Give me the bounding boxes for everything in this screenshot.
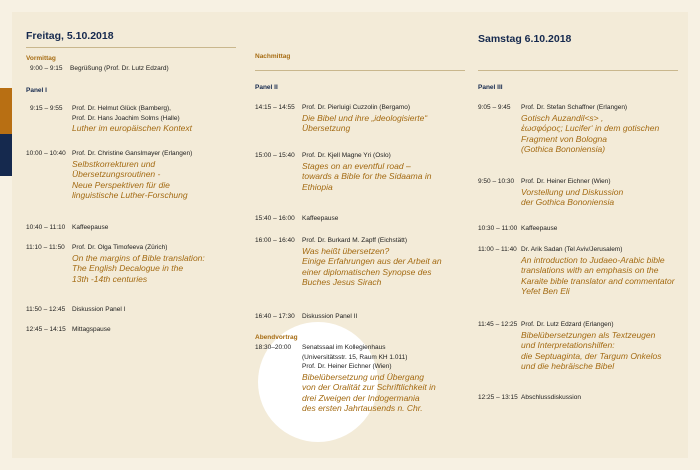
entry-time: 11:50 – 12:45 [26, 306, 66, 313]
entry-time: 11:10 – 11:50 [26, 244, 65, 251]
entry-line: Kaffeepause [521, 225, 558, 232]
entry-line: Prof. Dr. Stefan Schaffner (Erlangen) [521, 104, 628, 111]
talk-title: translations with an emphasis on the [521, 265, 659, 275]
entry-time: 16:40 – 17:30 [255, 313, 295, 320]
entry-time: 16:00 – 16:40 [255, 237, 295, 244]
talk-title: An introduction to Judaeo-Arabic bible [521, 254, 665, 265]
talk-title: Ethiopia [302, 181, 333, 192]
entry-line: Mittagspause [72, 326, 111, 333]
divider [255, 70, 465, 71]
section-nachmittag: Nachmittag [255, 53, 291, 60]
entry-time: 9:15 – 9:55 [30, 105, 63, 112]
divider [26, 47, 236, 48]
entry-line: Prof. Dr. Olga Timofeeva (Zürich) [72, 244, 168, 251]
entry-line: Kaffeepause [302, 215, 339, 222]
entry-time: 15:00 – 15:40 [255, 152, 295, 159]
talk-title: On the margins of Bible translation: [72, 252, 205, 263]
entry-line: Kaffeepause [72, 224, 109, 231]
accent-bar-navy [0, 134, 12, 176]
talk-title: 13th -14th centuries [72, 273, 148, 284]
panel-heading: Panel I [26, 87, 47, 94]
entry-line: Prof. Dr. Burkard M. Zapff (Eichstätt) [302, 237, 407, 244]
talk-title: Gotisch Auzandil<s> , [521, 112, 604, 123]
talk-title: ἑωσφόρος; Lucifer‘ in dem gotischen [521, 123, 660, 133]
talk-title: Einige Erfahrungen aus der Arbeit an [302, 256, 442, 266]
entry-line: Prof. Dr. Heiner Eichner (Wien) [302, 363, 392, 370]
section-vormittag: Vormittag [26, 55, 56, 62]
talk-title: und die hebräische Bibel [521, 361, 615, 371]
talk-title: Fragment von Bologna [521, 133, 607, 144]
entry-line: Prof. Dr. Christine Ganslmayer (Erlangen) [72, 150, 193, 157]
entry-time: 10:30 – 11:00 [478, 225, 518, 232]
accent-bar-orange [0, 88, 12, 134]
entry-time: 10:00 – 10:40 [26, 150, 66, 157]
talk-title: Bibelübersetzungen als Textzeugen [521, 329, 656, 340]
day-heading-friday: Freitag, 5.10.2018 [26, 30, 114, 42]
entry-line: Prof. Dr. Heiner Eichner (Wien) [521, 178, 611, 185]
entry-line: (Universitätsstr. 15, Raum KH 1.011) [302, 353, 408, 361]
talk-title: Selbstkorrekturen und [72, 158, 156, 169]
talk-title: die Septuaginta, der Targum Onkelos [521, 350, 662, 361]
talk-title: Karaite bible translator and commentator [521, 275, 675, 286]
divider [478, 70, 678, 71]
entry-time: 9:00 – 9:15 [30, 65, 63, 72]
talk-title: von der Oralität zur Schriftlichkeit in [302, 382, 436, 392]
entry-time: 9:05 – 9:45 [478, 104, 511, 111]
entry-line: Dr. Arik Sadan (Tel Aviv/Jerusalem) [521, 246, 623, 253]
talk-title: Buches Jesus Sirach [302, 277, 382, 287]
entry-line: Senatssaal im Kollegienhaus [302, 344, 386, 351]
entry-line: Abschlussdiskussion [521, 394, 581, 401]
talk-title: towards a Bible for the Sidaama in [302, 171, 432, 181]
entry-line: Prof. Dr. Pierluigi Cuzzolin (Bergamo) [302, 104, 411, 111]
talk-title: der Gothica Bononiensia [521, 197, 615, 207]
talk-title: Die Bibel und ihre „ideologisierte“ [302, 112, 428, 123]
talk-title: The English Decalogue in the [72, 263, 184, 273]
entry-line: Prof. Dr. Lutz Edzard (Erlangen) [521, 321, 614, 328]
entry-time: 11:45 – 12:25 [478, 321, 518, 328]
talk-title: Stages on an eventful road – [302, 160, 411, 171]
entry-line: Prof. Dr. Hans Joachim Solms (Halle) [72, 114, 180, 122]
talk-title: einer diplomatischen Synopse des [302, 266, 432, 277]
entry-time: 12:45 – 14:15 [26, 326, 66, 333]
entry-line: Begrüßung (Prof. Dr. Lutz Edzard) [70, 65, 169, 72]
day-heading-saturday: Samstag 6.10.2018 [478, 33, 572, 45]
entry-line: Diskussion Panel II [302, 313, 358, 320]
entry-line: Prof. Dr. Helmut Glück (Bamberg), [72, 105, 171, 112]
entry-time: 10:40 – 11:10 [26, 224, 66, 231]
panel-heading: Panel II [255, 84, 278, 91]
talk-title: Luther im europäischen Kontext [72, 123, 193, 133]
entry-time: 18:30–20:00 [255, 344, 292, 351]
talk-title: Vorstellung und Diskussion [521, 186, 624, 197]
talk-title: linguistische Luther-Forschung [72, 190, 188, 200]
talk-title: Übersetzung [302, 123, 351, 133]
entry-line: Diskussion Panel I [72, 306, 126, 313]
talk-title: drei Zweigen der Indogermania [302, 392, 420, 403]
entry-time: 15:40 – 16:00 [255, 215, 295, 222]
entry-line: Prof. Dr. Kjell Magne Yri (Oslo) [302, 152, 391, 159]
talk-title: Bibelübersetzung und Übergang [302, 371, 424, 382]
entry-time: 9:50 – 10:30 [478, 178, 515, 185]
talk-title: Übersetzungsroutinen - [72, 169, 161, 179]
talk-title: Neue Perspektiven für die [72, 179, 170, 190]
talk-title: und Interpretationshilfen: [521, 340, 615, 350]
panel-heading: Panel III [478, 84, 503, 91]
entry-time: 14:15 – 14:55 [255, 104, 295, 111]
talk-title: Was heißt übersetzen? [302, 245, 390, 256]
entry-time: 12:25 – 13:15 [478, 394, 518, 401]
talk-title: (Gothica Bononiensia) [521, 144, 606, 154]
talk-title: Yefet Ben Eli [521, 286, 570, 296]
talk-title: des ersten Jahrtausends n. Chr. [302, 403, 423, 413]
entry-time: 11:00 – 11:40 [478, 246, 517, 253]
section-abendvortrag: Abendvortrag [255, 334, 298, 341]
